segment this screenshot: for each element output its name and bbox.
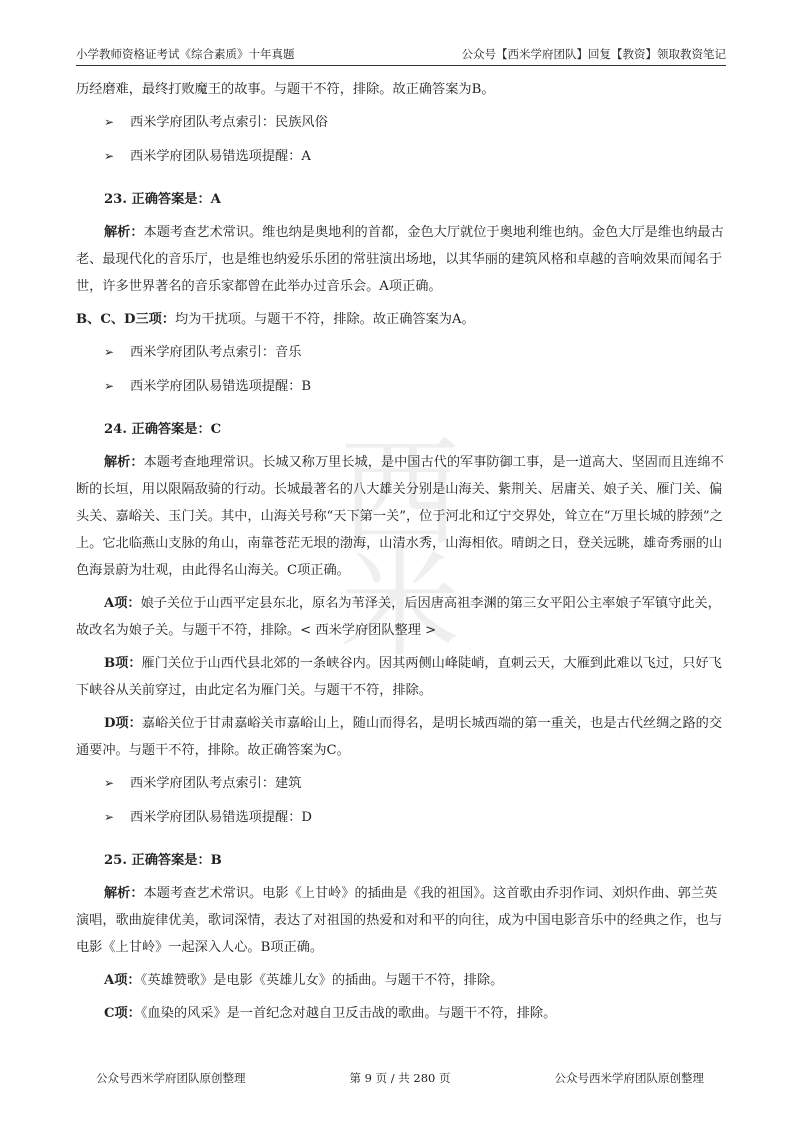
footer-right-text: 公众号西米学府团队原创整理 xyxy=(554,1071,704,1085)
page-footer xyxy=(96,1070,704,1086)
intro-bullet-error: ➢ 西米学府团队易错选项提醒：A xyxy=(104,141,726,171)
page-number: 第 9 页 / 共 280 页 xyxy=(349,1071,451,1085)
q25-option-a: A项：《英雄赞歌》是电影《英雄儿女》的插曲。与题干不符，排除。 xyxy=(104,973,504,988)
q24-option-d: D项：嘉峪关位于甘肃嘉峪关市嘉峪山上，随山而得名，是明长城西端的第一重关，也是古代丝绸之路的交通要冲。与题干不符，排除。故正确答案为C。 xyxy=(76,716,723,758)
arrow-bullet-icon: ➢ xyxy=(104,148,115,163)
q23-bcd: B、C、D三项：均为干扰项。与题干不符，排除。故正确答案为A。 xyxy=(76,312,475,327)
q24-bullet-index: ➢ 西米学府团队考点索引：建筑 xyxy=(104,768,726,798)
footer-left-text: 公众号西米学府团队原创整理 xyxy=(96,1071,246,1085)
header-right-text: 公众号【西米学府团队】回复【教资】领取教资笔记 xyxy=(461,47,726,61)
arrow-bullet-icon: ➢ xyxy=(104,775,115,790)
page-header xyxy=(76,38,726,66)
intro-bullet-index: ➢ 西米学府团队考点索引：民族风俗 xyxy=(104,107,726,137)
q24-option-a: A项：娘子关位于山西平定县东北，原名为苇泽关，后因唐高祖李渊的第三女平阳公主率娘子军镇守此关，故改名为娘子关。与题干不符，排除。< 西米学府团队整理 > xyxy=(76,596,721,638)
q25-analysis: 解析：本题考查艺术常识。电影《上甘岭》的插曲是《我的祖国》。这首歌由乔羽作词、刘炽作曲、郭兰英演唱，歌曲旋律优美，歌词深情，表达了对祖国的热爱和对和平的向往，成为中国电影音乐中的经典之作，也与电影《上甘岭》一起深入人心。B项正确。 xyxy=(76,886,723,955)
q24-option-b: B项：雁门关位于山西代县北郊的一条峡谷内。因其两侧山峰陡峭，直刺云天，大雁到此难以飞过，只好飞下峡谷从关前穿过，由此定名为雁门关。与题干不符，排除。 xyxy=(76,656,722,698)
arrow-bullet-icon: ➢ xyxy=(104,114,115,129)
q24-bullet-error: ➢ 西米学府团队易错选项提醒：D xyxy=(104,802,726,832)
watermark: 西米 xyxy=(340,425,460,674)
header-left-text: 小学教师资格证考试《综合素质》十年真题 xyxy=(76,47,295,61)
q24-analysis: 解析：本题考查地理常识。长城又称万里长城，是中国古代的军事防御工事，是一道高大、坚固而且连绵不断的长垣，用以限隔敌骑的行动。长城最著名的八大雄关分别是山海关、紫荆关、居庸关、娘子关、雁门关、偏头关、嘉峪关、玉门关。其中，山海关号称“天下第一关”，位于河北和辽宁交界处，耸立在“万里长城的脖颈”之上。它北临燕山支脉的角山，南靠苍茫无垠的渤海，山清水秀，山海相依。晴朗之日，登关远眺，雄奇秀丽的山色海景蔚为壮观，由此得名山海关。C项正确。 xyxy=(76,455,724,578)
q25-option-c: C项：《血染的风采》是一首纪念对越自卫反击战的歌曲。与题干不符，排除。 xyxy=(104,1006,557,1021)
arrow-bullet-icon: ➢ xyxy=(104,378,115,393)
q23-heading: 23. 正确答案是：A xyxy=(104,192,221,207)
q23-bullet-error: ➢ 西米学府团队易错选项提醒：B xyxy=(104,371,726,401)
arrow-bullet-icon: ➢ xyxy=(104,809,115,824)
intro-text: 历经磨难，最终打败魔王的故事。与题干不符，排除。故正确答案为B。 xyxy=(76,82,495,97)
q23-analysis: 解析：本题考查艺术常识。维也纳是奥地利的首都，金色大厅就位于奥地利维也纳。金色大厅是维也纳最古老、最现代化的音乐厅，也是维也纳爱乐乐团的常驻演出场地，以其华丽的建筑风格和卓越的音响效果而闻名于世，许多世界著名的音乐家都曾在此举办过音乐会。A项正确。 xyxy=(76,225,724,294)
q25-heading: 25. 正确答案是：B xyxy=(104,853,222,868)
q23-bullet-index: ➢ 西米学府团队考点索引：音乐 xyxy=(104,337,726,367)
arrow-bullet-icon: ➢ xyxy=(104,344,115,359)
q24-heading: 24. 正确答案是：C xyxy=(104,422,222,437)
page-content xyxy=(76,76,726,1027)
